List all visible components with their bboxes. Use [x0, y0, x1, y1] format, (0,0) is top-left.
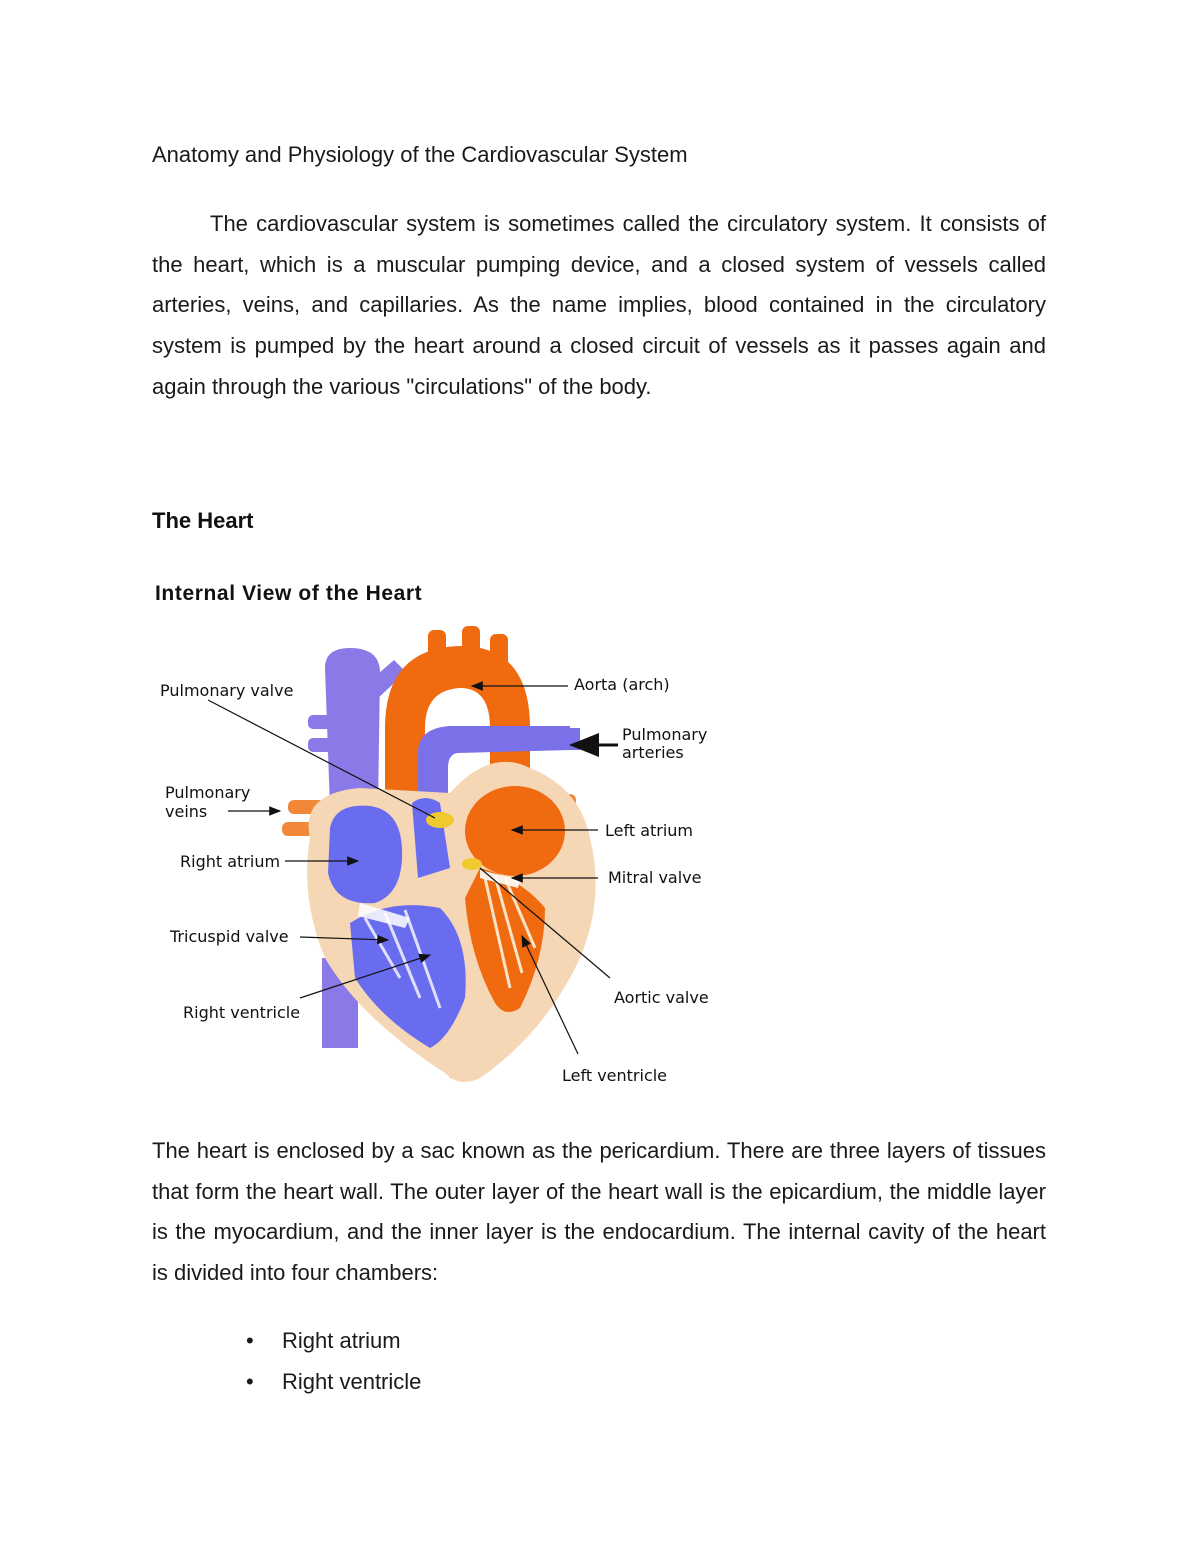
- chambers-list: [152, 1320, 421, 1402]
- body-paragraph: The heart is enclosed by a sac known as the pericardium. There are three layers of tissues that form the heart wall. The outer layer of the heart wall is the epicardium, the middle layer is the myocardium, and the inner layer is the endocardium. The internal cavity of the heart is divided into four chambers:: [152, 1138, 1046, 1286]
- label-left-ventricle: Left ventricle: [562, 1066, 668, 1085]
- label-pulmonary-veins-line2: veins: [165, 802, 208, 821]
- label-right-atrium: Right atrium: [180, 852, 281, 871]
- aortic-branch-1: [428, 630, 446, 668]
- aortic-branch-3: [490, 634, 508, 672]
- aortic-valve: [462, 858, 482, 870]
- heart-diagram: [150, 578, 750, 1098]
- pulmonary-artery-right: [550, 728, 580, 750]
- section-heading: The Heart: [152, 508, 254, 533]
- intro-paragraph: The cardiovascular system is sometimes called the circulatory system. It consists of the heart, which is a muscular pumping device, and a closed system of vessels called arteries, veins, and capillaries. As the name implies, blood contained in the circulatory system is pumped by the heart around a closed circuit of vessels as it passes again and again through the various "circulations" of the body.: [152, 211, 1046, 399]
- aortic-branch-2: [462, 626, 480, 664]
- bullet-icon: •: [246, 1328, 254, 1353]
- label-pulmonary-veins-line1: Pulmonary: [165, 783, 251, 802]
- list-item-label: Right atrium: [282, 1328, 401, 1353]
- label-tricuspid-valve: Tricuspid valve: [170, 927, 289, 946]
- label-pulmonary-arteries-line1: Pulmonary: [622, 725, 708, 744]
- pulmonary-valve: [426, 812, 454, 828]
- right-ventricle: [350, 905, 466, 1048]
- label-aortic-valve: Aortic valve: [614, 988, 709, 1007]
- right-atrium: [328, 806, 402, 904]
- label-pulmonary-valve: Pulmonary valve: [160, 681, 294, 700]
- heart-figure: [150, 578, 750, 1098]
- label-mitral-valve: Mitral valve: [608, 868, 702, 887]
- vein-branch-2: [308, 738, 368, 752]
- list-item: [152, 1320, 421, 1361]
- label-left-atrium: Left atrium: [605, 821, 694, 840]
- label-right-ventricle: Right ventricle: [183, 1003, 301, 1022]
- figure-title: Internal View of the Heart: [155, 582, 423, 605]
- list-item-label: Right ventricle: [282, 1369, 422, 1394]
- bullet-icon: •: [246, 1369, 254, 1394]
- list-item: [152, 1361, 421, 1402]
- document-title: Anatomy and Physiology of the Cardiovascular System: [152, 142, 688, 167]
- label-aorta-arch: Aorta (arch): [574, 675, 670, 694]
- vein-branch-1: [308, 715, 368, 729]
- label-pulmonary-arteries-line2: arteries: [622, 743, 684, 762]
